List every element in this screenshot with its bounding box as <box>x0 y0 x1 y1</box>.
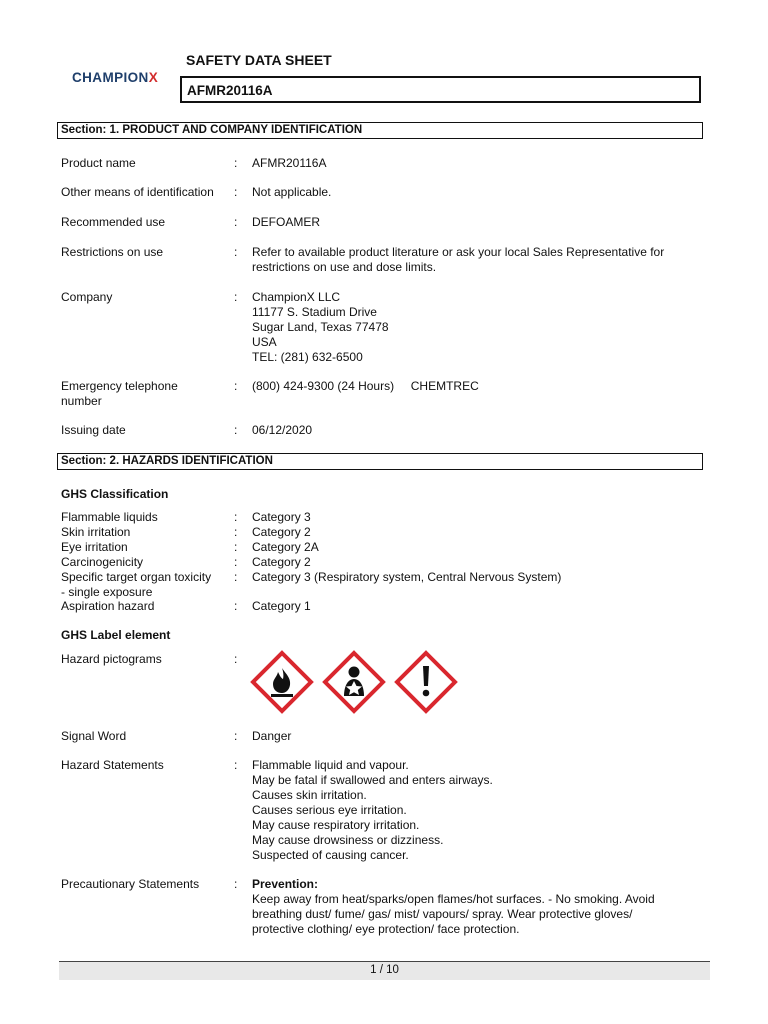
hazard-statement: Causes skin irritation. <box>252 788 367 802</box>
signal-word-label: Signal Word <box>61 729 127 743</box>
company-line: USA <box>252 335 277 349</box>
pictograms-label: Hazard pictograms <box>61 652 162 666</box>
other-means-value: Not applicable. <box>252 185 332 199</box>
logo-x: X <box>148 70 159 85</box>
ghs-label-heading: GHS Label element <box>61 628 171 642</box>
ghs-classification-heading: GHS Classification <box>61 487 169 501</box>
hazard-statement: Suspected of causing cancer. <box>252 848 409 862</box>
company-line: 11177 S. Stadium Drive <box>252 305 377 319</box>
colon: : <box>234 652 238 666</box>
colon: : <box>234 877 238 891</box>
precautionary-value <box>252 877 702 937</box>
precaution-line: breathing dust/ fume/ gas/ mist/ vapours/ spray. Wear protective gloves/ <box>252 907 633 921</box>
document-title: SAFETY DATA SHEET <box>186 52 332 68</box>
company-line: Sugar Land, Texas 77478 <box>252 320 389 334</box>
colon: : <box>234 525 238 539</box>
colon: : <box>234 510 238 524</box>
classification-label: Flammable liquids <box>61 510 158 524</box>
classification-value: Category 3 <box>252 510 311 524</box>
hazard-statements-value <box>252 758 702 863</box>
classification-label-line: - single exposure <box>61 585 153 599</box>
section-2-title: Section: 2. HAZARDS IDENTIFICATION <box>61 455 273 467</box>
classification-value: Category 2 <box>252 555 311 569</box>
precautionary-label: Precautionary Statements <box>61 877 200 891</box>
classification-value: Category 2 <box>252 525 311 539</box>
health-hazard-icon <box>322 650 386 714</box>
colon: : <box>234 540 238 554</box>
page-number: 1 / 10 <box>370 964 399 976</box>
colon: : <box>234 290 238 304</box>
classification-label: Carcinogenicity <box>61 555 144 569</box>
section-2-header <box>57 453 703 470</box>
colon: : <box>234 423 238 437</box>
company-line: TEL: (281) 632-6500 <box>252 350 363 364</box>
recommended-use-value: DEFOAMER <box>252 215 321 229</box>
classification-value: Category 3 (Respiratory system, Central Nervous System) <box>252 570 562 584</box>
recommended-use-label: Recommended use <box>61 215 166 229</box>
product-code: AFMR20116A <box>187 83 273 98</box>
classification-label-line: Specific target organ toxicity <box>61 570 212 584</box>
classification-label: Skin irritation <box>61 525 131 539</box>
colon: : <box>234 215 238 229</box>
prevention-heading: Prevention: <box>252 877 319 891</box>
colon: : <box>234 245 238 259</box>
hazard-statements-label: Hazard Statements <box>61 758 164 772</box>
hazard-statement: May be fatal if swallowed and enters airways. <box>252 773 493 787</box>
colon: : <box>234 555 238 569</box>
company-label: Company <box>61 290 113 304</box>
colon: : <box>234 599 238 613</box>
colon: : <box>234 729 238 743</box>
flame-icon <box>250 650 314 714</box>
hazard-statement: Flammable liquid and vapour. <box>252 758 409 772</box>
colon: : <box>234 185 238 199</box>
hazard-statement: May cause drowsiness or dizziness. <box>252 833 444 847</box>
colon: : <box>234 758 238 772</box>
product-name-value: AFMR20116A <box>252 156 327 170</box>
logo-text: CHAMPION <box>72 70 149 85</box>
emergency-label-line: number <box>61 394 102 408</box>
restrictions-line: restrictions on use and dose limits. <box>252 260 437 274</box>
classification-value: Category 1 <box>252 599 311 613</box>
restrictions-label: Restrictions on use <box>61 245 164 259</box>
colon: : <box>234 379 238 393</box>
classification-label: Aspiration hazard <box>61 599 155 613</box>
precaution-line: protective clothing/ eye protection/ face protection. <box>252 922 520 936</box>
section-1-title: Section: 1. PRODUCT AND COMPANY IDENTIFICATION <box>61 124 363 136</box>
issuing-date-label: Issuing date <box>61 423 126 437</box>
company-value <box>252 290 702 365</box>
classification-label <box>61 570 229 600</box>
restrictions-line: Refer to available product literature or ask your local Sales Representative for <box>252 245 665 259</box>
section-1-header <box>57 122 703 139</box>
signal-word-value: Danger <box>252 729 292 743</box>
other-means-label: Other means of identification <box>61 185 214 199</box>
colon: : <box>234 156 238 170</box>
classification-label: Eye irritation <box>61 540 128 554</box>
restrictions-value <box>252 245 702 275</box>
emergency-value: (800) 424-9300 (24 Hours) CHEMTREC <box>252 379 479 393</box>
hazard-statement: Causes serious eye irritation. <box>252 803 407 817</box>
issuing-date-value: 06/12/2020 <box>252 423 313 437</box>
emergency-label <box>61 379 229 409</box>
precaution-line: Keep away from heat/sparks/open flames/hot surfaces. - No smoking. Avoid <box>252 892 655 906</box>
hazard-statement: May cause respiratory irritation. <box>252 818 420 832</box>
company-line: ChampionX LLC <box>252 290 341 304</box>
emergency-label-line: Emergency telephone <box>61 379 178 393</box>
classification-value: Category 2A <box>252 540 319 554</box>
page-footer <box>59 961 710 980</box>
colon: : <box>234 570 238 584</box>
product-name-label: Product name <box>61 156 136 170</box>
exclamation-icon <box>394 650 458 714</box>
product-code-box <box>180 76 701 103</box>
company-logo <box>72 70 158 85</box>
